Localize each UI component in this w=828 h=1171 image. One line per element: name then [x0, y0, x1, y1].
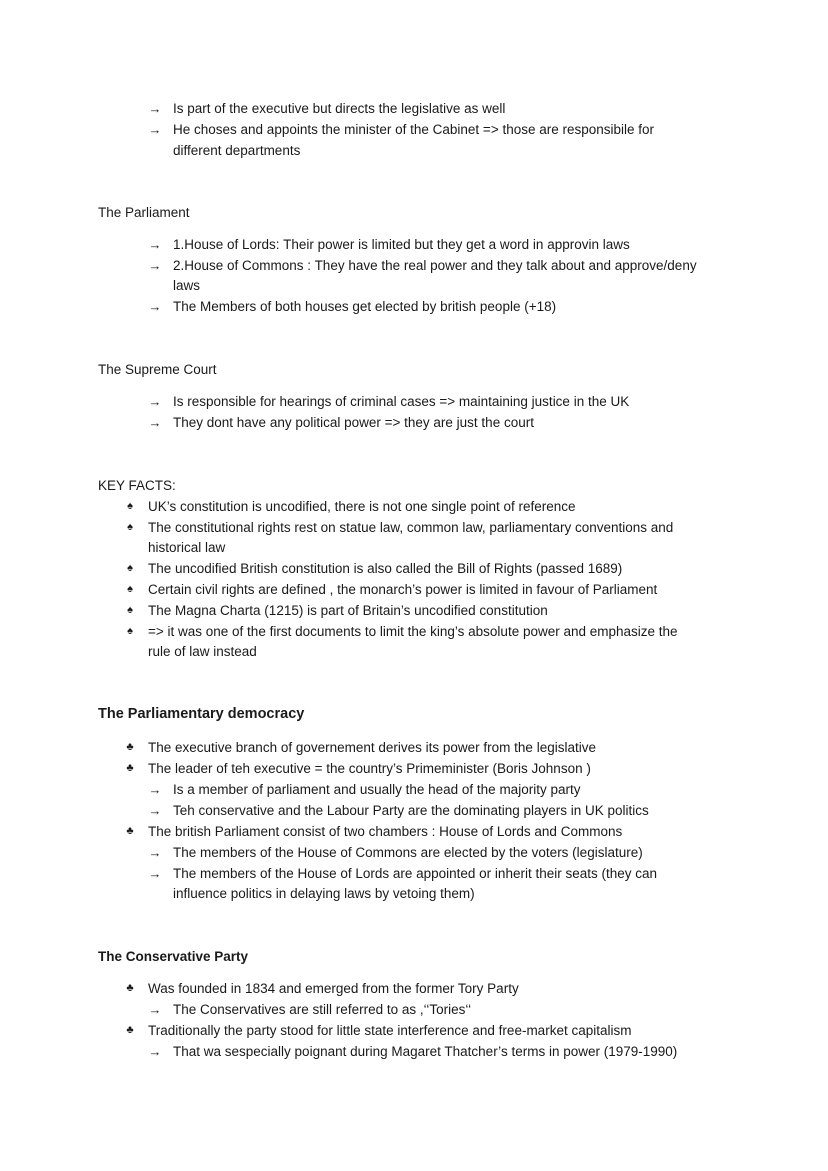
spade-bullet-icon: ♠: [127, 500, 133, 512]
section-heading: KEY FACTS:: [98, 478, 176, 493]
spade-bullet-icon: ♠: [127, 583, 133, 595]
list-item: Traditionally the party stood for little state interference and free-market capitalism: [148, 1023, 632, 1038]
list-item-continuation: different departments: [173, 143, 301, 158]
list-item: The british Parliament consist of two chambers : House of Lords and Commons: [148, 824, 623, 839]
list-item: Certain civil rights are defined , the monarch’s power is limited in favour of Parliament: [148, 582, 658, 597]
list-item: The members of the House of Commons are elected by the voters (legislature): [173, 845, 643, 860]
spade-bullet-icon: ♠: [127, 521, 133, 533]
arrow-icon: →: [148, 866, 162, 881]
list-item-continuation: influence politics in delaying laws by vetoing them): [173, 886, 475, 901]
list-item: They dont have any political power => they are just the court: [173, 415, 534, 430]
arrow-icon: →: [148, 415, 162, 430]
club-bullet-icon: ♣: [126, 982, 134, 994]
list-item: 2.House of Commons : They have the real power and they talk about and approve/deny: [173, 258, 697, 273]
list-item: The members of the House of Lords are appointed or inherit their seats (they can: [173, 866, 658, 881]
arrow-icon: →: [148, 394, 162, 409]
arrow-icon: →: [148, 845, 162, 860]
arrow-icon: →: [148, 1044, 162, 1059]
list-item: The leader of teh executive = the country’s Primeminister (Boris Johnson ): [148, 761, 591, 776]
arrow-icon: →: [148, 1002, 162, 1017]
arrow-icon: →: [148, 258, 162, 273]
section-heading: The Parliamentary democracy: [98, 706, 305, 722]
spade-bullet-icon: ♠: [127, 562, 133, 574]
club-bullet-icon: ♣: [126, 762, 134, 774]
list-item: Is part of the executive but directs the legislative as well: [173, 101, 506, 116]
list-item: Teh conservative and the Labour Party are the dominating players in UK politics: [173, 803, 649, 818]
list-item: The uncodified British constitution is also called the Bill of Rights (passed 1689): [148, 561, 623, 576]
arrow-icon: →: [148, 237, 162, 252]
club-bullet-icon: ♣: [126, 741, 134, 753]
list-item: Was founded in 1834 and emerged from the former Tory Party: [148, 981, 519, 996]
list-item: The Conservatives are still referred to as ,‘‘Tories‘‘: [173, 1002, 472, 1017]
list-item: 1.House of Lords: Their power is limited but they get a word in approvin laws: [173, 237, 630, 252]
arrow-icon: →: [148, 803, 162, 818]
list-item: The Magna Charta (1215) is part of Britain’s uncodified constitution: [148, 603, 548, 618]
list-item-continuation: rule of law instead: [148, 644, 257, 659]
spade-bullet-icon: ♠: [127, 604, 133, 616]
list-item: => it was one of the first documents to limit the king’s absolute power and emphasize the: [148, 624, 678, 639]
list-item: He choses and appoints the minister of the Cabinet => those are responsibile for: [173, 122, 655, 137]
section-heading: The Conservative Party: [98, 949, 249, 964]
section-heading: The Supreme Court: [98, 362, 217, 377]
arrow-icon: →: [148, 101, 162, 116]
list-item-continuation: laws: [173, 278, 201, 293]
arrow-icon: →: [148, 299, 162, 314]
list-item: The constitutional rights rest on statue law, common law, parliamentary conventions and: [148, 520, 674, 535]
spade-bullet-icon: ♠: [127, 625, 133, 637]
club-bullet-icon: ♣: [126, 825, 134, 837]
arrow-icon: →: [148, 782, 162, 797]
arrow-icon: →: [148, 122, 162, 137]
list-item: The Members of both houses get elected by british people (+18): [173, 299, 557, 314]
list-item: Is responsible for hearings of criminal cases => maintaining justice in the UK: [173, 394, 630, 409]
list-item: UK’s constitution is uncodified, there is not one single point of reference: [148, 499, 576, 514]
list-item: The executive branch of governement derives its power from the legislative: [148, 740, 596, 755]
section-heading: The Parliament: [98, 205, 190, 220]
club-bullet-icon: ♣: [126, 1024, 134, 1036]
list-item: Is a member of parliament and usually the head of the majority party: [173, 782, 581, 797]
list-item: That wa sespecially poignant during Magaret Thatcher’s terms in power (1979-1990): [173, 1044, 678, 1059]
list-item-continuation: historical law: [148, 540, 226, 555]
